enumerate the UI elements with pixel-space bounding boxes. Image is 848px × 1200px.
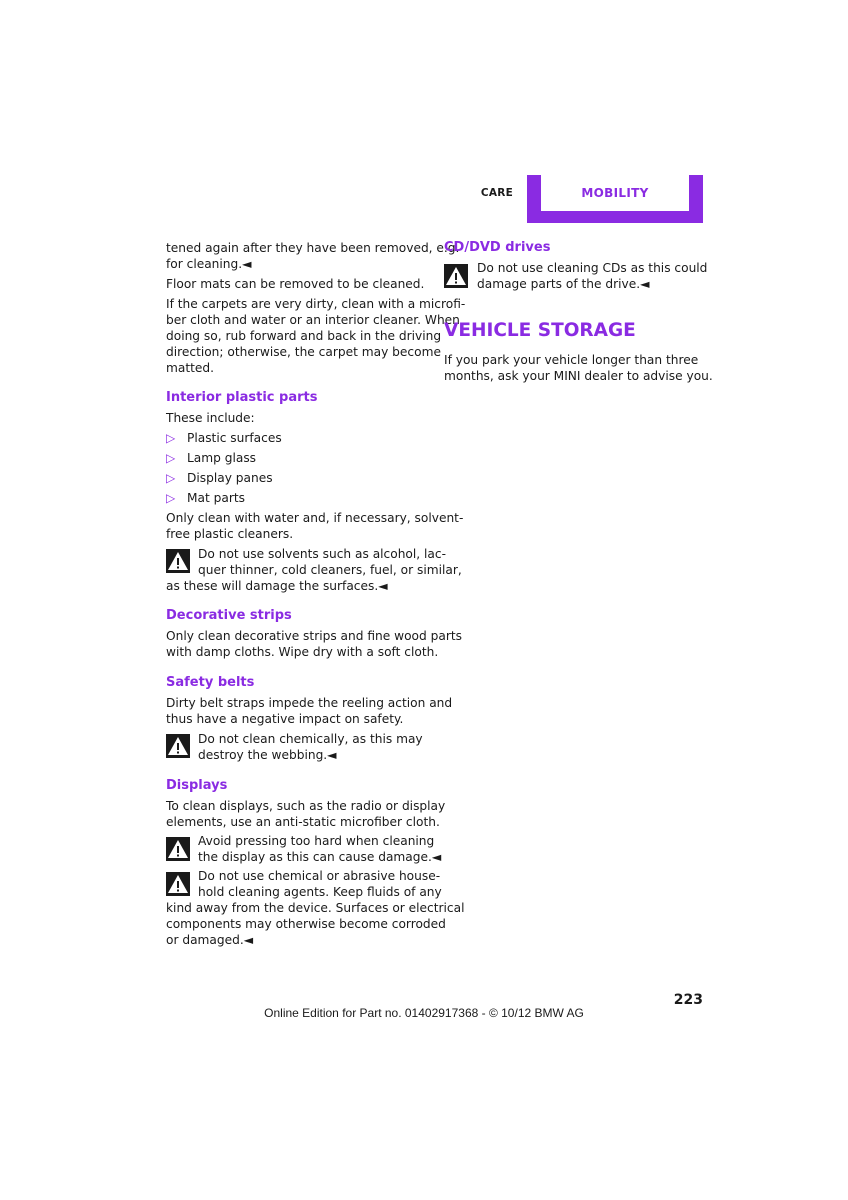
section-tab-mobility: MOBILITY bbox=[581, 186, 649, 200]
interior-intro: These include: bbox=[166, 411, 255, 425]
triangle-bullet-icon: ▷ bbox=[166, 471, 176, 485]
heading-decorative-strips: Decorative strips bbox=[166, 608, 292, 623]
text-line: destroy the webbing.◄ bbox=[198, 748, 337, 762]
paragraph-carpets bbox=[166, 296, 465, 376]
text-line: with damp cloths. Wipe dry with a soft cloth. bbox=[166, 645, 439, 659]
warning-solvents bbox=[166, 546, 462, 594]
heading-interior-plastic-parts: Interior plastic parts bbox=[166, 390, 318, 405]
warning-triangle-icon bbox=[166, 837, 190, 861]
text-line: as these will damage the surfaces.◄ bbox=[166, 579, 388, 593]
text-line: matted. bbox=[166, 361, 215, 375]
text-line: direction; otherwise, the carpet may become bbox=[166, 345, 441, 359]
paragraph-decorative bbox=[166, 628, 462, 660]
paragraph-storage bbox=[444, 352, 713, 384]
text-line: tened again after they have been removed, e.g. bbox=[166, 241, 460, 255]
warning-cleaning-cds bbox=[477, 260, 707, 292]
list-item-text: Display panes bbox=[187, 471, 273, 485]
list-item-text: Mat parts bbox=[187, 491, 245, 505]
warning-pressing bbox=[198, 833, 441, 865]
triangle-bullet-icon: ▷ bbox=[166, 431, 176, 445]
page-number: 223 bbox=[673, 992, 703, 1008]
heading-displays: Displays bbox=[166, 778, 228, 793]
text-line: Do not use cleaning CDs as this could bbox=[477, 261, 708, 275]
paragraph-plastic-cleaners bbox=[166, 510, 463, 542]
section-label-care: CARE bbox=[480, 187, 514, 199]
text-line: If the carpets are very dirty, clean with a microfi- bbox=[166, 297, 466, 311]
text-line: components may otherwise become corroded bbox=[166, 917, 446, 931]
warning-abrasive bbox=[166, 868, 464, 948]
text-line: To clean displays, such as the radio or display bbox=[166, 799, 446, 813]
triangle-bullet-icon: ▷ bbox=[166, 491, 176, 505]
text-line: or damaged.◄ bbox=[166, 933, 254, 947]
warning-triangle-icon bbox=[166, 734, 190, 758]
footer-edition: Online Edition for Part no. 01402917368 - © 10/12 BMW AG bbox=[264, 1006, 584, 1020]
warning-chemical-belts bbox=[198, 731, 423, 763]
text-line: doing so, rub forward and back in the driving bbox=[166, 329, 442, 343]
triangle-bullet-icon: ▷ bbox=[166, 451, 176, 465]
text-line: Avoid pressing too hard when cleaning bbox=[198, 834, 435, 848]
text-line: kind away from the device. Surfaces or electrical bbox=[166, 901, 465, 915]
list-item-text: Plastic surfaces bbox=[187, 431, 282, 445]
text-line: hold cleaning agents. Keep fluids of any bbox=[198, 885, 442, 899]
paragraph-belts bbox=[166, 695, 452, 727]
paragraph-displays bbox=[166, 798, 445, 830]
text-line: If you park your vehicle longer than three bbox=[444, 353, 699, 367]
text-line: months, ask your MINI dealer to advise you. bbox=[444, 369, 713, 383]
heading-cd-dvd-drives: CD/DVD drives bbox=[444, 240, 551, 255]
heading-vehicle-storage: VEHICLE STORAGE bbox=[444, 320, 636, 341]
text-line: quer thinner, cold cleaners, fuel, or similar, bbox=[198, 563, 462, 577]
text-line: Do not clean chemically, as this may bbox=[198, 732, 423, 746]
warning-triangle-icon bbox=[444, 264, 468, 288]
text-line: Only clean with water and, if necessary, solvent- bbox=[166, 511, 464, 525]
text-line: elements, use an anti-static microfiber cloth. bbox=[166, 815, 440, 829]
text-line: Only clean decorative strips and fine wood parts bbox=[166, 629, 462, 643]
paragraph-floor-mats: Floor mats can be removed to be cleaned. bbox=[166, 277, 425, 291]
text-line: Do not use solvents such as alcohol, lac- bbox=[198, 547, 446, 561]
text-line: for cleaning.◄ bbox=[166, 257, 252, 271]
list-item-text: Lamp glass bbox=[187, 451, 257, 465]
text-line: free plastic cleaners. bbox=[166, 527, 294, 541]
heading-safety-belts: Safety belts bbox=[166, 675, 255, 690]
text-line: Dirty belt straps impede the reeling action and bbox=[166, 696, 453, 710]
text-line: the display as this can cause damage.◄ bbox=[198, 850, 442, 864]
text-line: thus have a negative impact on safety. bbox=[166, 712, 404, 726]
paragraph-continued bbox=[166, 240, 459, 272]
text-line: ber cloth and water or an interior cleaner. When bbox=[166, 313, 460, 327]
text-line: Do not use chemical or abrasive house- bbox=[198, 869, 441, 883]
text-line: damage parts of the drive.◄ bbox=[477, 277, 650, 291]
